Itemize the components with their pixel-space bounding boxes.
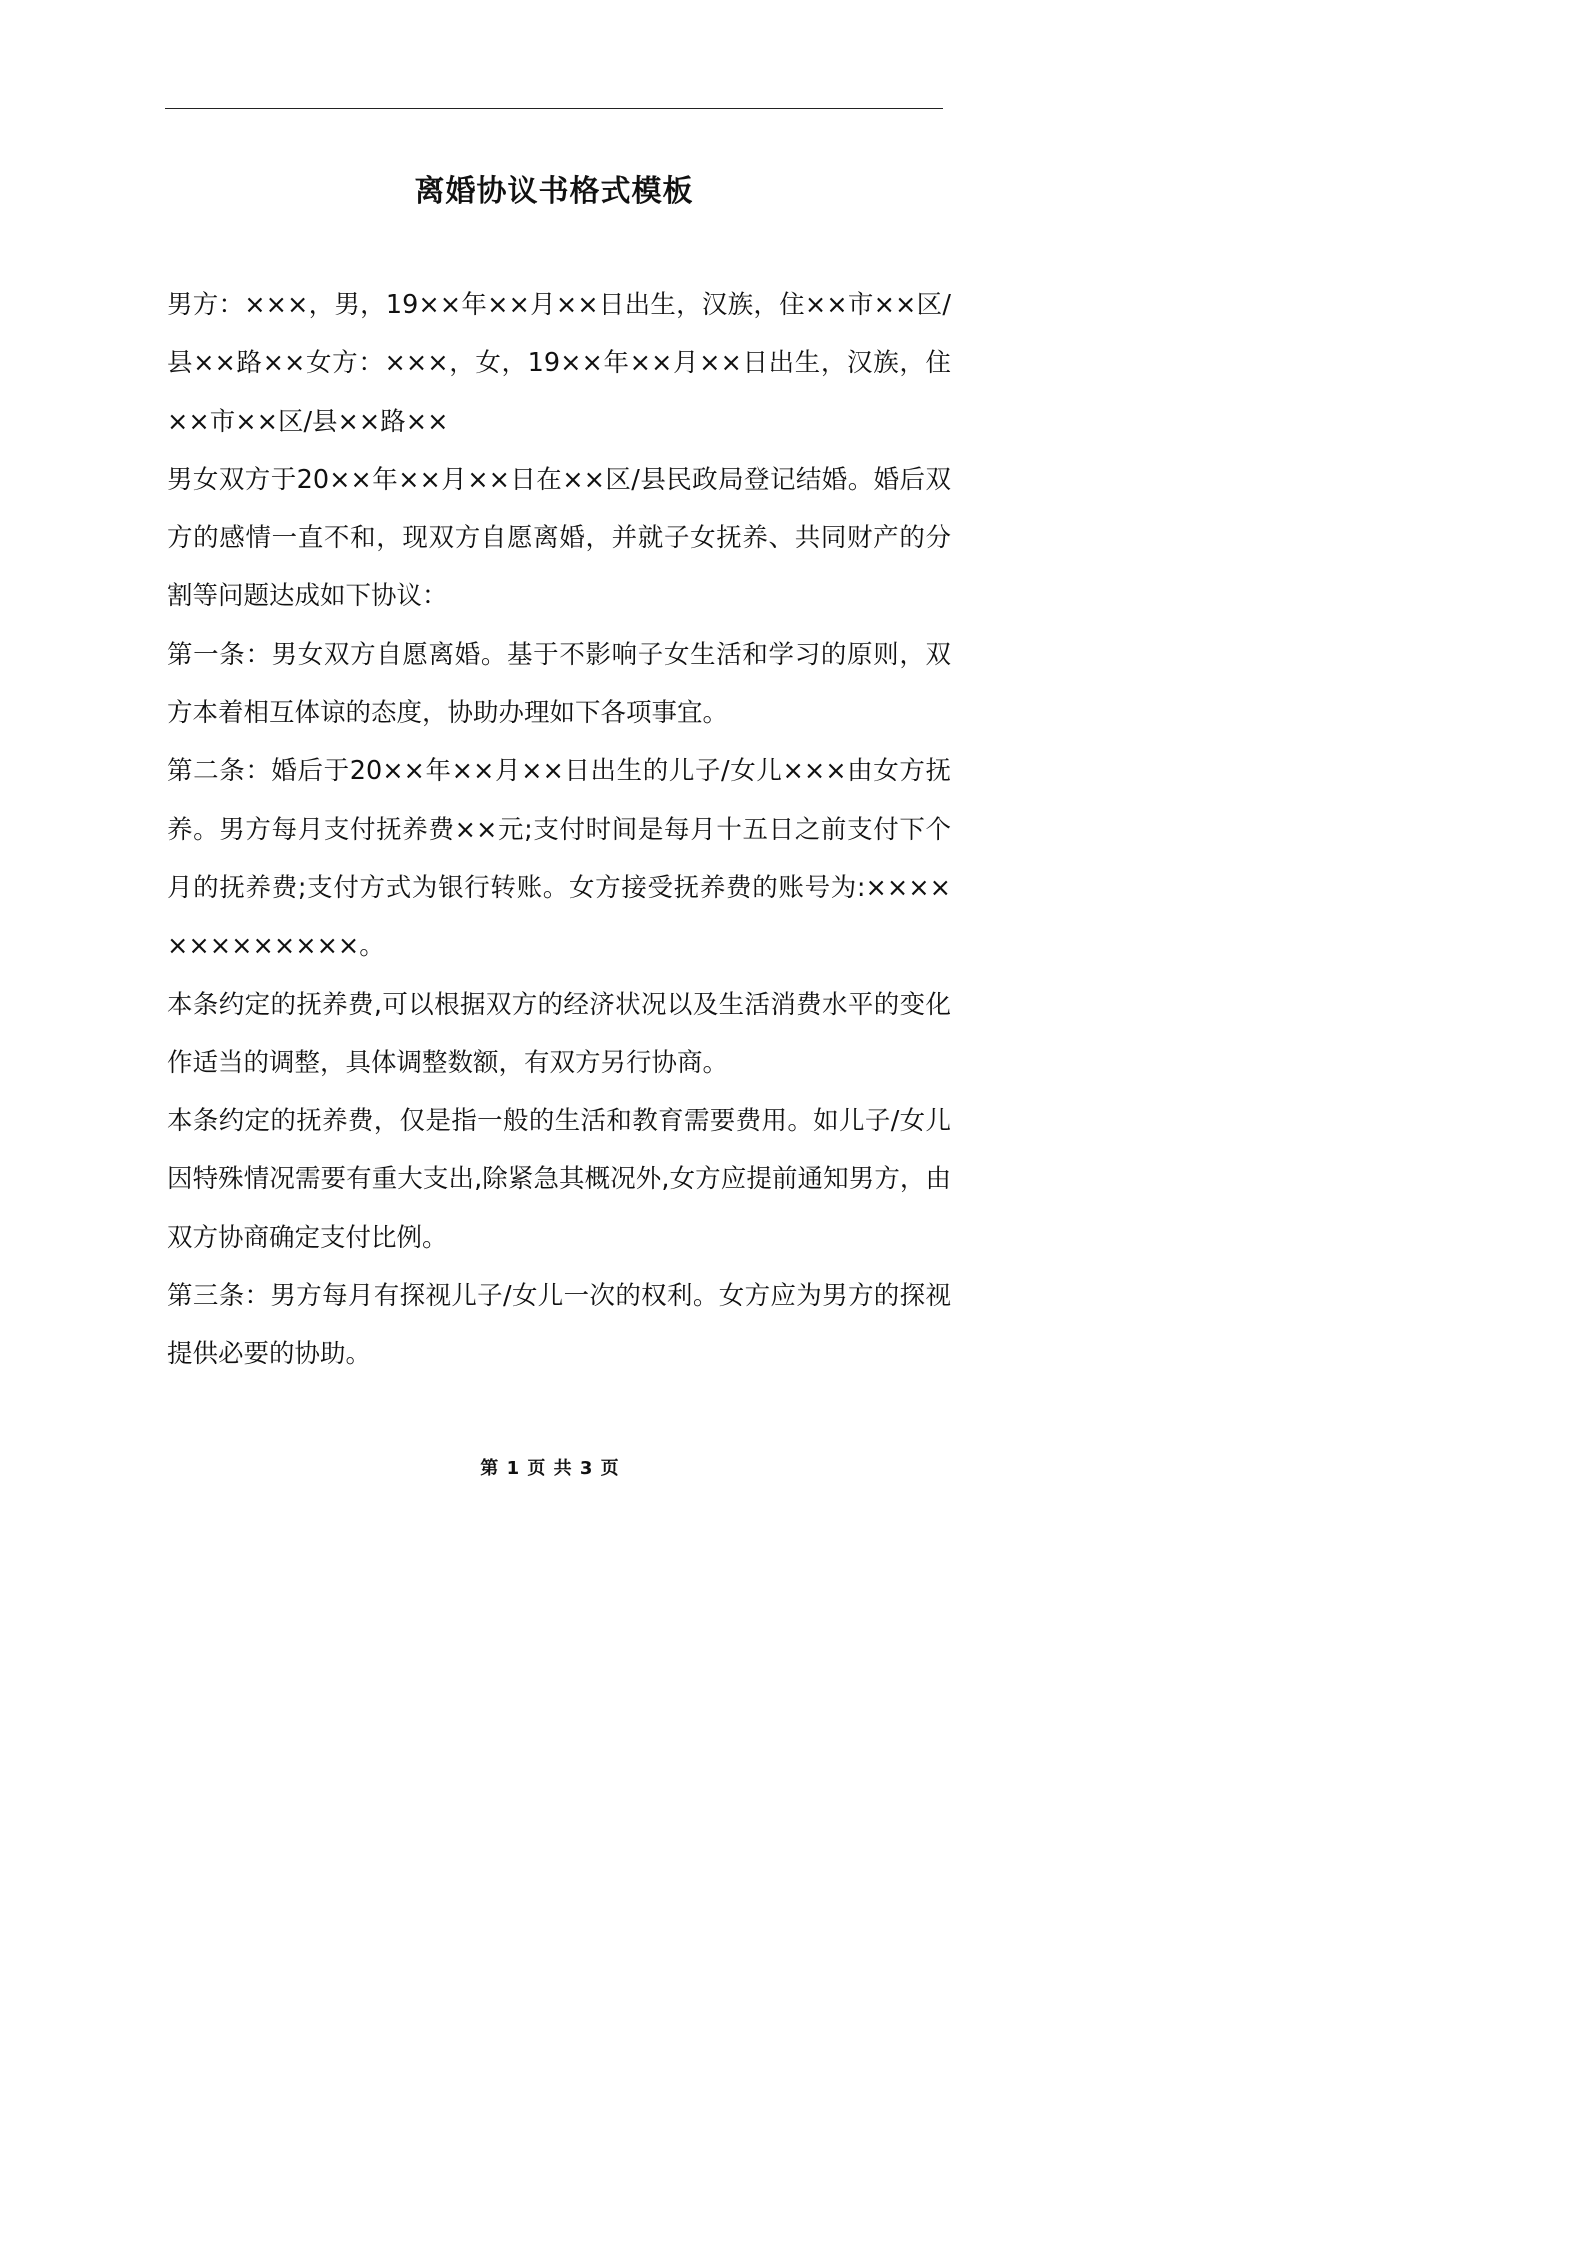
header-rule: [165, 108, 943, 109]
paragraph-support-adjustment: 本条约定的抚养费,可以根据双方的经济状况以及生活消费水平的变化作适当的调整，具体调整数额，有双方另行协商。: [167, 989, 951, 1078]
paragraph-support-scope: 本条约定的抚养费，仅是指一般的生活和教育需要费用。如儿子/女儿因特殊情况需要有重大支出,除紧急其概况外,女方应提前通知男方，由双方协商确定支付比例。: [167, 1106, 951, 1253]
paragraph-marriage-registration: 男女双方于20××年××月××日在××区/县民政局登记结婚。婚后双方的感情一直不和，现双方自愿离婚，并就子女抚养、共同财产的分割等问题达成如下协议：: [167, 464, 951, 612]
paragraph-article-3: 第三条：男方每月有探视儿子/女儿一次的权利。女方应为男方的探视提供必要的协助。: [167, 1281, 951, 1370]
page-number: 第 1 页 共 3 页: [480, 1458, 620, 1479]
document-body: [167, 276, 951, 1384]
paragraph-parties: 男方：×××，男，19××年××月××日出生，汉族，住××市××区/县××路××女方：×××，女，19××年××月××日出生，汉族，住××市××区/县××路××: [167, 290, 951, 437]
document-title: 离婚协议书格式模板: [414, 174, 694, 210]
paragraph-article-1: 第一条：男女双方自愿离婚。基于不影响子女生活和学习的原则，双方本着相互体谅的态度，协助办理如下各项事宜。: [167, 639, 951, 729]
paragraph-article-2: 第二条：婚后于20××年××月××日出生的儿子/女儿×××由女方抚养。男方每月支付抚养费××元;支付时间是每月十五日之前支付下个月的抚养费;支付方式为银行转账。女方接受抚养费的账号为:×××××××××××××。: [167, 756, 951, 962]
